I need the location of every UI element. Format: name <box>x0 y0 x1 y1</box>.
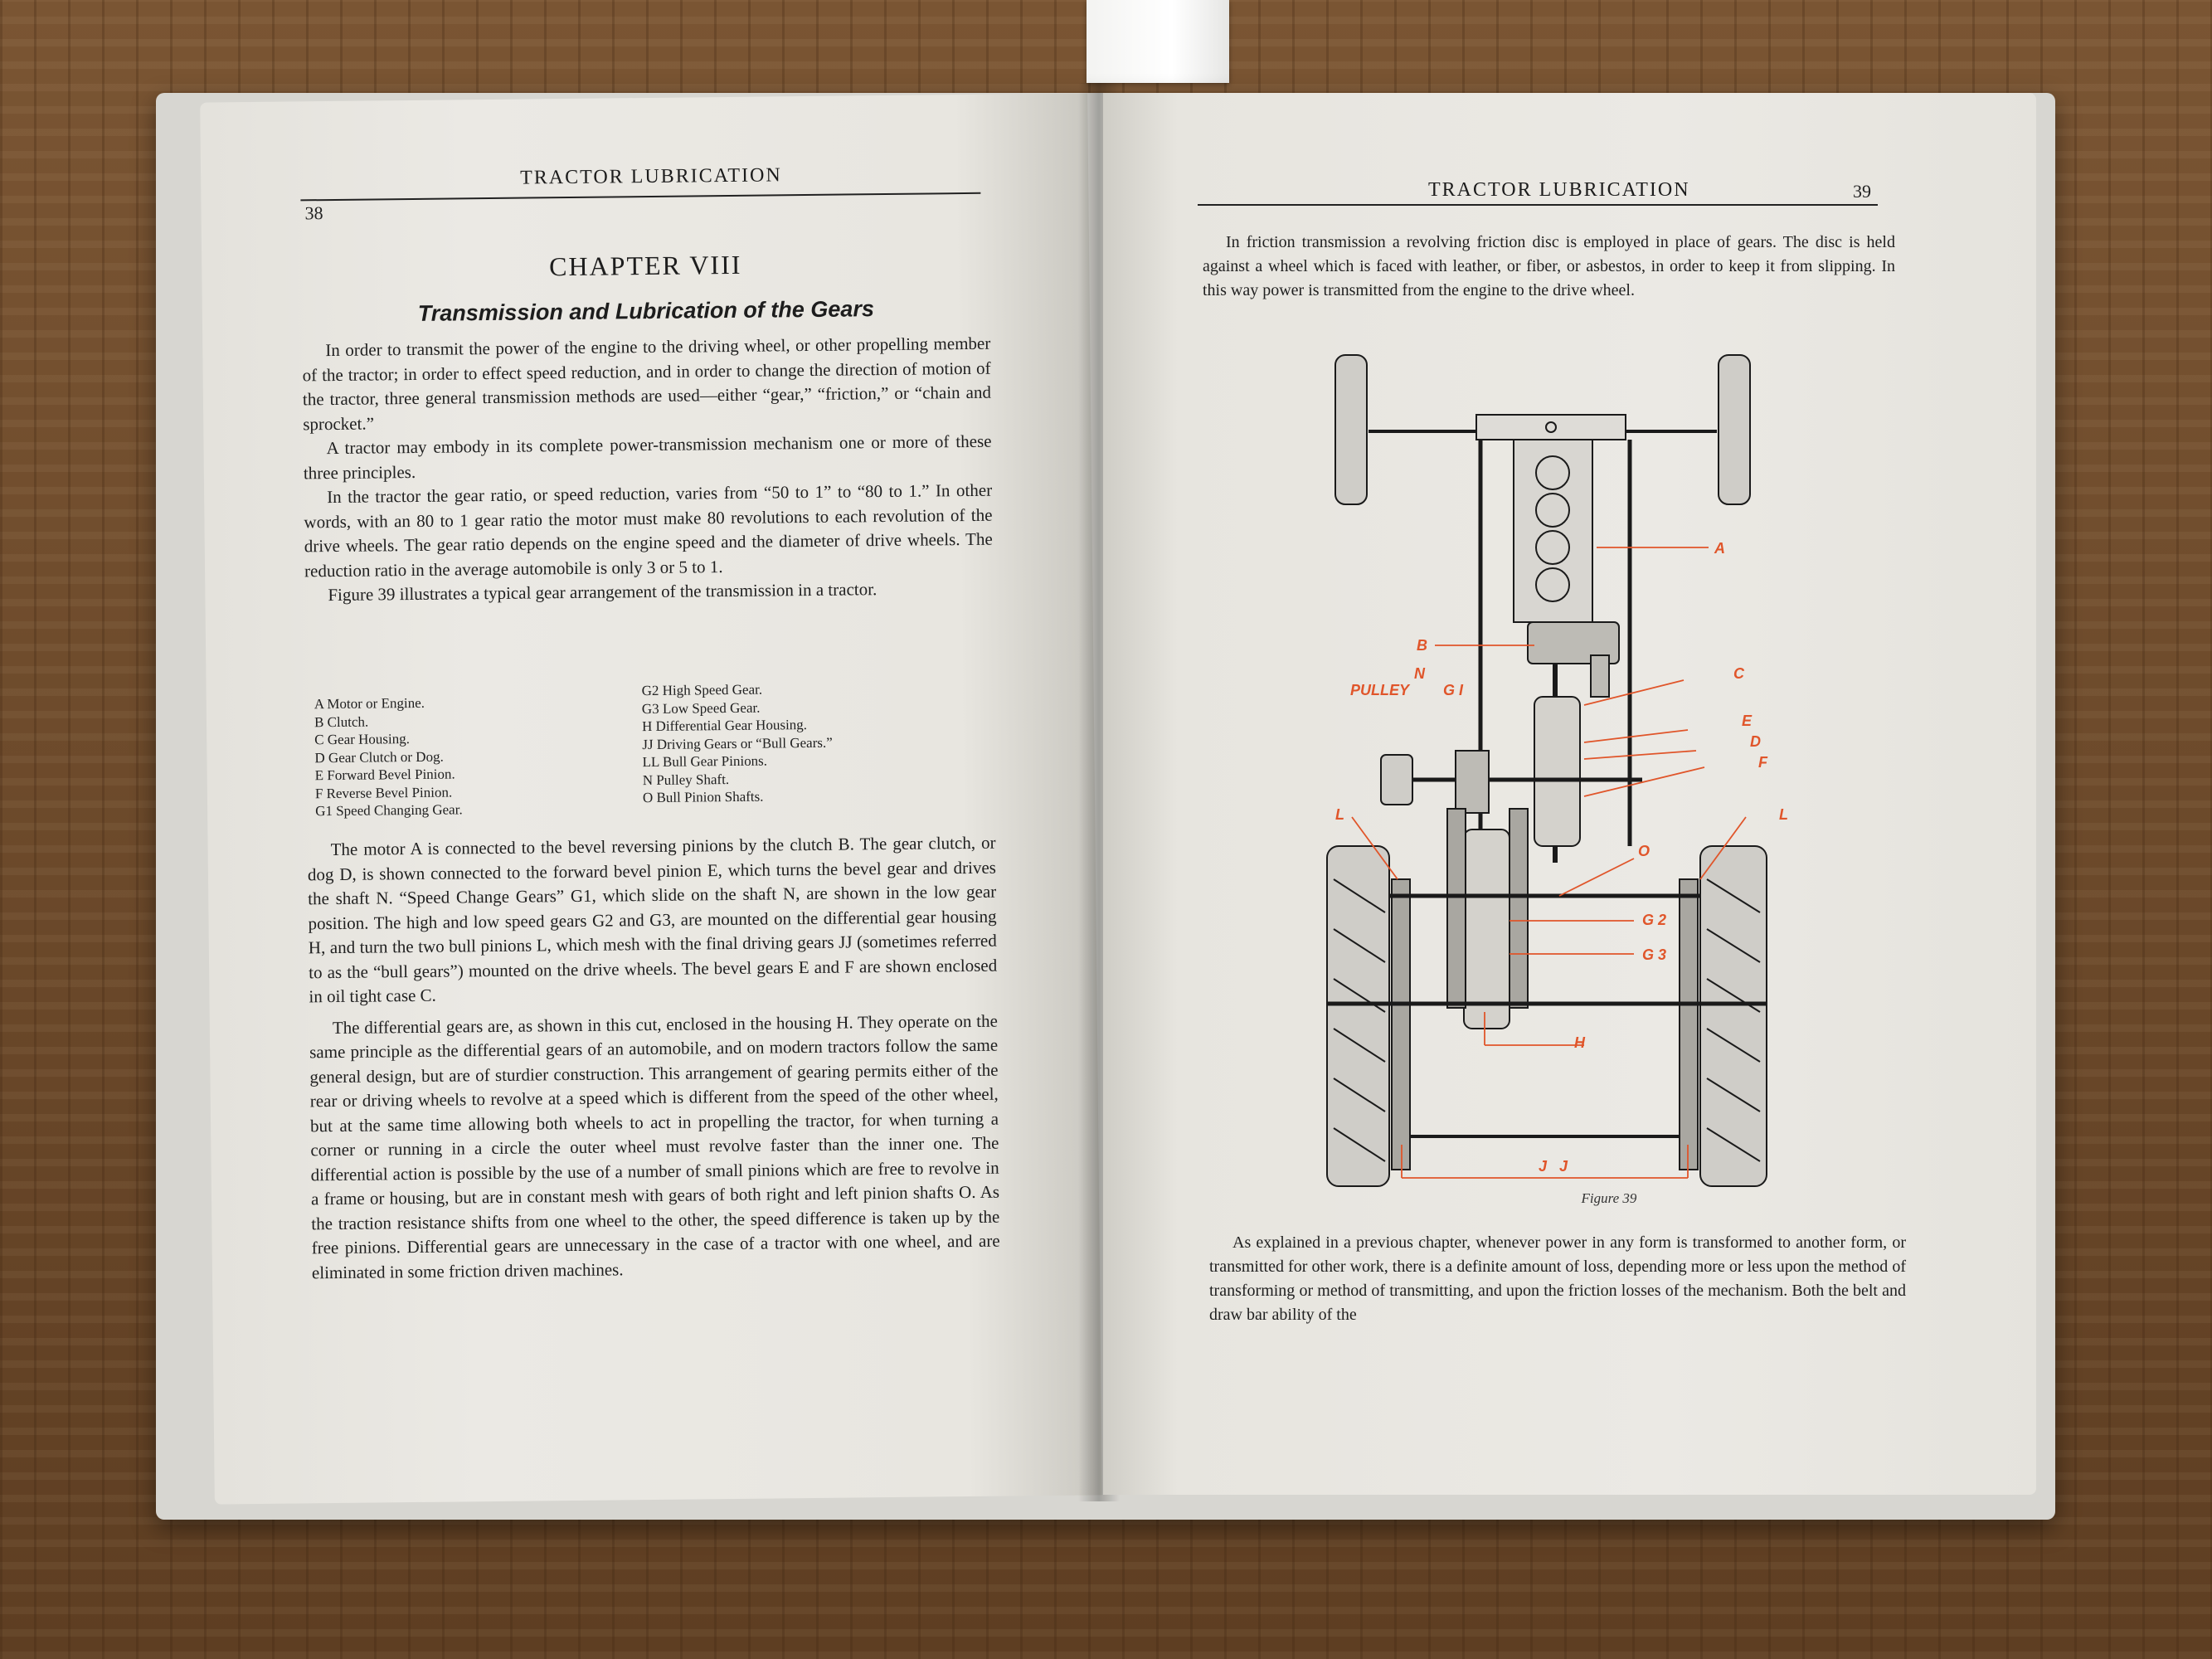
running-head: TRACTOR LUBRICATION <box>520 164 782 189</box>
label-n: N <box>1414 665 1425 682</box>
legend-item: G1 Speed Changing Gear. <box>315 801 463 820</box>
legend-item: F Reverse Bevel Pinion. <box>314 784 453 801</box>
legend-item: LL Bull Gear Pinions. <box>642 752 768 771</box>
label-g1: G I <box>1443 682 1464 698</box>
page-number: 39 <box>1853 181 1871 202</box>
page-number: 38 <box>304 202 323 224</box>
label-e: E <box>1742 713 1753 729</box>
rear-right-wheel <box>1700 846 1767 1186</box>
ribbon-bookmark <box>1087 0 1229 83</box>
front-left-wheel <box>1335 355 1367 504</box>
running-head: TRACTOR LUBRICATION <box>1428 179 1690 201</box>
bull-gear-left <box>1392 879 1410 1170</box>
paragraph: The motor A is connected to the bevel reversing pinions by the clutch B. The gear clutch, or dog D, is shown connected to the forward bevel pinion E, which turns the bevel gear and drives the shaft N. “Speed Change Gears” G1, which slide on the shaft N, are shown in the low gear position. The high and low speed gears G2 and G3, are mounted on the differential gear housing H, and turn the two bull pinions L, which mesh with the final driving gears JJ (sometimes referred to as the “bull gears”) mounted on the drive wheels. The bevel gears E and F are shown enclosed in oil tight case C. <box>307 832 998 1007</box>
paragraph: In friction transmission a revolving friction disc is employed in place of gears. The disc is held against a wheel which is faced with leather, or fiber, or asbestos, in order to keep it from slipping. In this way power is transmitted from the engine to the drive wheel. <box>1203 233 1895 299</box>
label-g3: G 3 <box>1642 946 1667 963</box>
paragraph: As explained in a previous chapter, whenever power in any form is transformed to another form, or transmitted for other work, there is a definite amount of loss, depending more or less upon the method of transforming or method of transmitting, and upon the friction losses of the mechanism. Both the belt and draw bar ability of the <box>1209 1233 1906 1324</box>
legend-item: B Clutch. <box>314 713 369 730</box>
legend-item: G2 High Speed Gear. <box>641 681 763 699</box>
legend-item: JJ Driving Gears or “Bull Gears.” <box>642 734 833 752</box>
left-page <box>200 93 1102 1504</box>
differential-housing <box>1464 830 1510 1029</box>
legend-item: O Bull Pinion Shafts. <box>642 788 764 806</box>
legend-item: N Pulley Shaft. <box>642 771 730 788</box>
legend-left <box>314 693 463 820</box>
front-right-wheel <box>1719 355 1750 504</box>
body-text <box>1209 1231 1906 1327</box>
header-rule <box>1198 204 1878 206</box>
label-g2: G 2 <box>1642 912 1667 928</box>
label-pulley: PULLEY <box>1350 682 1410 698</box>
legend-item: G3 Low Speed Gear. <box>641 699 761 717</box>
intro-text <box>1203 231 1895 303</box>
rear-left-wheel <box>1327 846 1389 1186</box>
pulley <box>1381 755 1412 805</box>
legend-right <box>642 680 834 807</box>
legend-item: A Motor or Engine. <box>314 694 425 713</box>
paragraph: In order to transmit the power of the engine to the driving wheel, or other propelling member of the tractor; in order to effect speed reduction, and in order to change the direction of motion of the tractor, three general transmission methods are used—either “gear,” “friction,” or “chain and sprocket.” <box>302 333 992 434</box>
label-o: O <box>1638 843 1650 859</box>
intro-text <box>302 332 993 608</box>
gear-housing <box>1534 697 1580 846</box>
label-l-left: L <box>1335 806 1344 823</box>
legend-item: E Forward Bevel Pinion. <box>314 766 455 784</box>
section-title: Transmission and Lubrication of the Gears <box>417 296 875 326</box>
label-b: B <box>1417 637 1427 654</box>
paragraph: In the tractor the gear ratio, or speed reduction, varies from “50 to 1” to “80 to 1.” In other words, with an 80 to 1 gear ratio the motor must make 80 revolutions to each revolution of the drive wheels. The gear ratio depends on the engine speed and the diameter of drive wheels. The reduction ratio in the average automobile is only 3 or 5 to 1. <box>304 479 993 581</box>
label-h: H <box>1574 1034 1585 1051</box>
paragraph: A tractor may embody in its complete power-transmission mechanism one or more of these three principles. <box>303 431 992 483</box>
figure-caption: Figure 39 <box>1581 1190 1637 1206</box>
paragraph: Figure 39 illustrates a typical gear arrangement of the transmission in a tractor. <box>328 579 878 606</box>
label-c: C <box>1733 665 1744 682</box>
body-text <box>307 831 1000 1286</box>
figure-39-diagram <box>1310 348 1974 1194</box>
chapter-heading: CHAPTER VIII <box>548 249 742 282</box>
paragraph: The differential gears are, as shown in this cut, enclosed in the housing H. They operate on the same principle as the differential gears of an automobile, and on modern tractors follow the same general design, but are of sturdier construction. This arrangement of gearing permits either of the rear or driving wheels to revolve at a speed which is different from the speed of the other wheel, but at the same time allowing both wheels to act in propelling the tractor, for when turning a corner or running in a circle the outer wheel must revolve faster than the inner one. The differential action is possible by the use of a number of small pinions which are free to revolve in a frame or housing, but are in constant mesh with gears of both right and left pinion shafts O. As the traction resistance shifts from one wheel to the other, the speed difference is taken up by the free pinions. Differential gears are unnecessary in the case of a tractor with one wheel, and are eliminated in some friction driven machines. <box>309 1010 1000 1282</box>
label-a: A <box>1714 540 1725 557</box>
legend-item: C Gear Housing. <box>314 731 411 748</box>
header-rule <box>300 192 980 202</box>
label-f: F <box>1758 754 1767 771</box>
label-l-right: L <box>1779 806 1788 823</box>
label-d: D <box>1750 733 1761 750</box>
legend-item: H Differential Gear Housing. <box>641 717 808 735</box>
bull-gear-right <box>1680 879 1698 1170</box>
legend-item: D Gear Clutch or Dog. <box>314 748 444 766</box>
label-jj: J J <box>1539 1158 1568 1175</box>
